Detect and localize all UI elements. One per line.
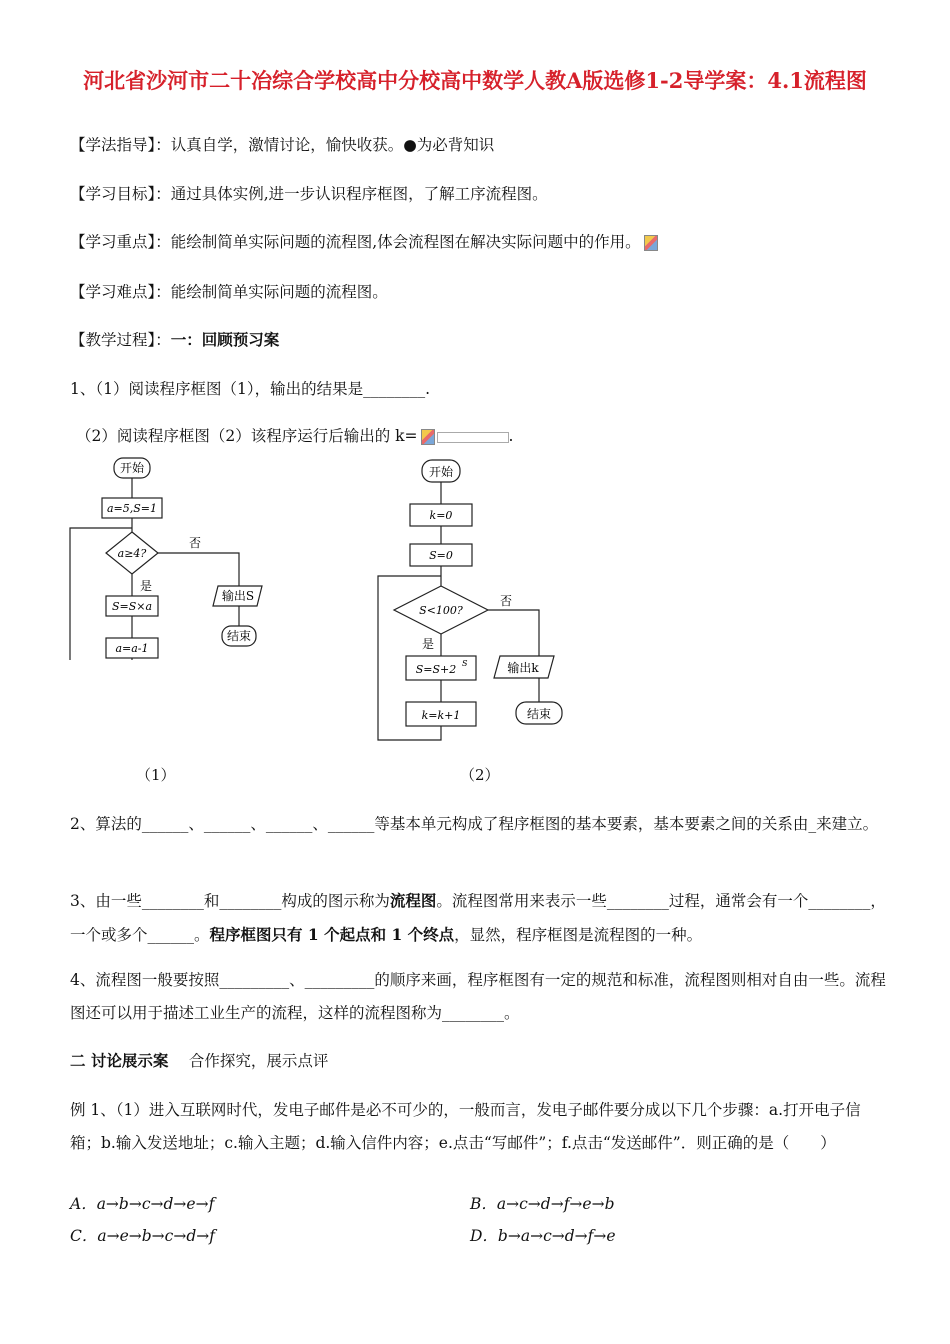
- study-method-line: 【学法指导】：认真自学，激情讨论，愉快收获。●为必背知识: [70, 136, 495, 154]
- question3-bold1: 流程图: [389, 891, 437, 910]
- question3-part1: 3、由一些________和________构成的图示称为: [70, 892, 390, 910]
- option-d: D．b→a→c→d→f→e: [470, 1227, 616, 1245]
- fig1-yes-label: 是: [140, 579, 153, 593]
- flowchart-2: [370, 450, 600, 750]
- option-c: C．a→e→b→c→d→f: [70, 1227, 215, 1245]
- fig2-cond-label: S<100?: [419, 604, 463, 617]
- question1-part2-text: （2）阅读程序框图（2）该程序运行后输出的 k=: [76, 427, 418, 445]
- fig2-op1-superscript: S: [462, 659, 468, 668]
- section2-subheading: 合作探究，展示点评: [188, 1052, 329, 1070]
- question4: 4、流程图一般要按照_________、_________的顺序来画，程序框图有一定的规范和标准，流程图则相对自由一些。流程图还可以用于描述工业生产的流程，这样的流程图称为________。: [70, 971, 886, 1022]
- inline-image-icon: [421, 429, 435, 445]
- fig2-end-label: 结束: [526, 707, 552, 721]
- page-title: 河北省沙河市二十冶综合学校高中分校高中数学人教A版选修1-2导学案：4.1流程图: [83, 68, 867, 93]
- fig2-op1-label: S=S+2: [415, 663, 457, 676]
- key-point-line: [70, 231, 658, 253]
- fig1-op2-label: a=a-1: [115, 642, 149, 655]
- fig2-init2-label: S=0: [429, 549, 453, 562]
- example1-text: 例 1、（1）进入互联网时代，发电子邮件是必不可少的，一般而言，发电子邮件要分成以下几个步骤：a.打开电子信箱；b.输入发送地址；c.输入主题；d.输入信件内容；e.点击“写邮件”；f.点击“发送邮件”．则正确的是（ ）: [70, 1101, 861, 1152]
- question1-part2: [76, 425, 513, 447]
- key-point-text: 【学习重点】：能绘制简单实际问题的流程图,体会流程图在解决实际问题中的作用。: [70, 233, 641, 251]
- answer-blank-box: [437, 432, 509, 443]
- question2: 2、算法的______、______、______、______等基本单元构成了程序框图的基本要素，基本要素之间的关系由_来建立。: [70, 815, 879, 833]
- fig1-init-label: a=5,S=1: [106, 502, 158, 515]
- process-label: 【教学过程】：: [70, 331, 171, 349]
- option-a: A．a→b→c→d→e→f: [70, 1195, 215, 1213]
- learning-goal-line: 【学习目标】：通过具体实例,进一步认识程序框图，了解工序流程图。: [70, 185, 548, 203]
- question3-bold2: 程序框图只有 1 个起点和 1 个终点: [209, 925, 455, 944]
- fig2-op2-label: k=k+1: [421, 709, 461, 722]
- fig1-end-label: 结束: [226, 629, 252, 643]
- question1-part1: 1、（1）阅读程序框图（1），输出的结果是________.: [70, 380, 431, 398]
- difficulty-line: 【学习难点】：能绘制简单实际问题的流程图。: [70, 283, 388, 301]
- fig2-caption: （2）: [460, 766, 500, 784]
- fig2-no-label: 否: [500, 594, 513, 608]
- section1-heading: 一：回顾预习案: [170, 330, 280, 349]
- section2-heading-line: [70, 1050, 328, 1072]
- option-b: B．a→c→d→f→e→b: [470, 1195, 615, 1213]
- process-line: [70, 329, 279, 351]
- fig1-no-label: 否: [189, 536, 202, 550]
- flowchart-1: [62, 450, 292, 660]
- period: .: [508, 427, 514, 445]
- fig2-init1-label: k=0: [429, 509, 453, 522]
- fig1-start-label: 开始: [119, 461, 145, 475]
- fig1-caption: （1）: [136, 766, 176, 784]
- fig1-op1-label: S=S×a: [111, 600, 153, 613]
- section2-heading: 二 讨论展示案: [70, 1051, 169, 1070]
- inline-image-icon: [644, 235, 658, 251]
- fig2-yes-label: 是: [422, 637, 435, 651]
- fig1-cond-label: a≥4?: [117, 547, 147, 560]
- fig2-start-label: 开始: [428, 465, 454, 479]
- fig1-output-label: 输出S: [221, 589, 255, 603]
- question3-part2: 。流程图常用来表示一些________过程，通常会有一个________，一个或多个______。: [70, 892, 886, 944]
- fig2-output-label: 输出k: [507, 661, 539, 675]
- question3-part3: ，显然，程序框图是流程图的一种。: [454, 926, 703, 944]
- question3: [70, 884, 886, 952]
